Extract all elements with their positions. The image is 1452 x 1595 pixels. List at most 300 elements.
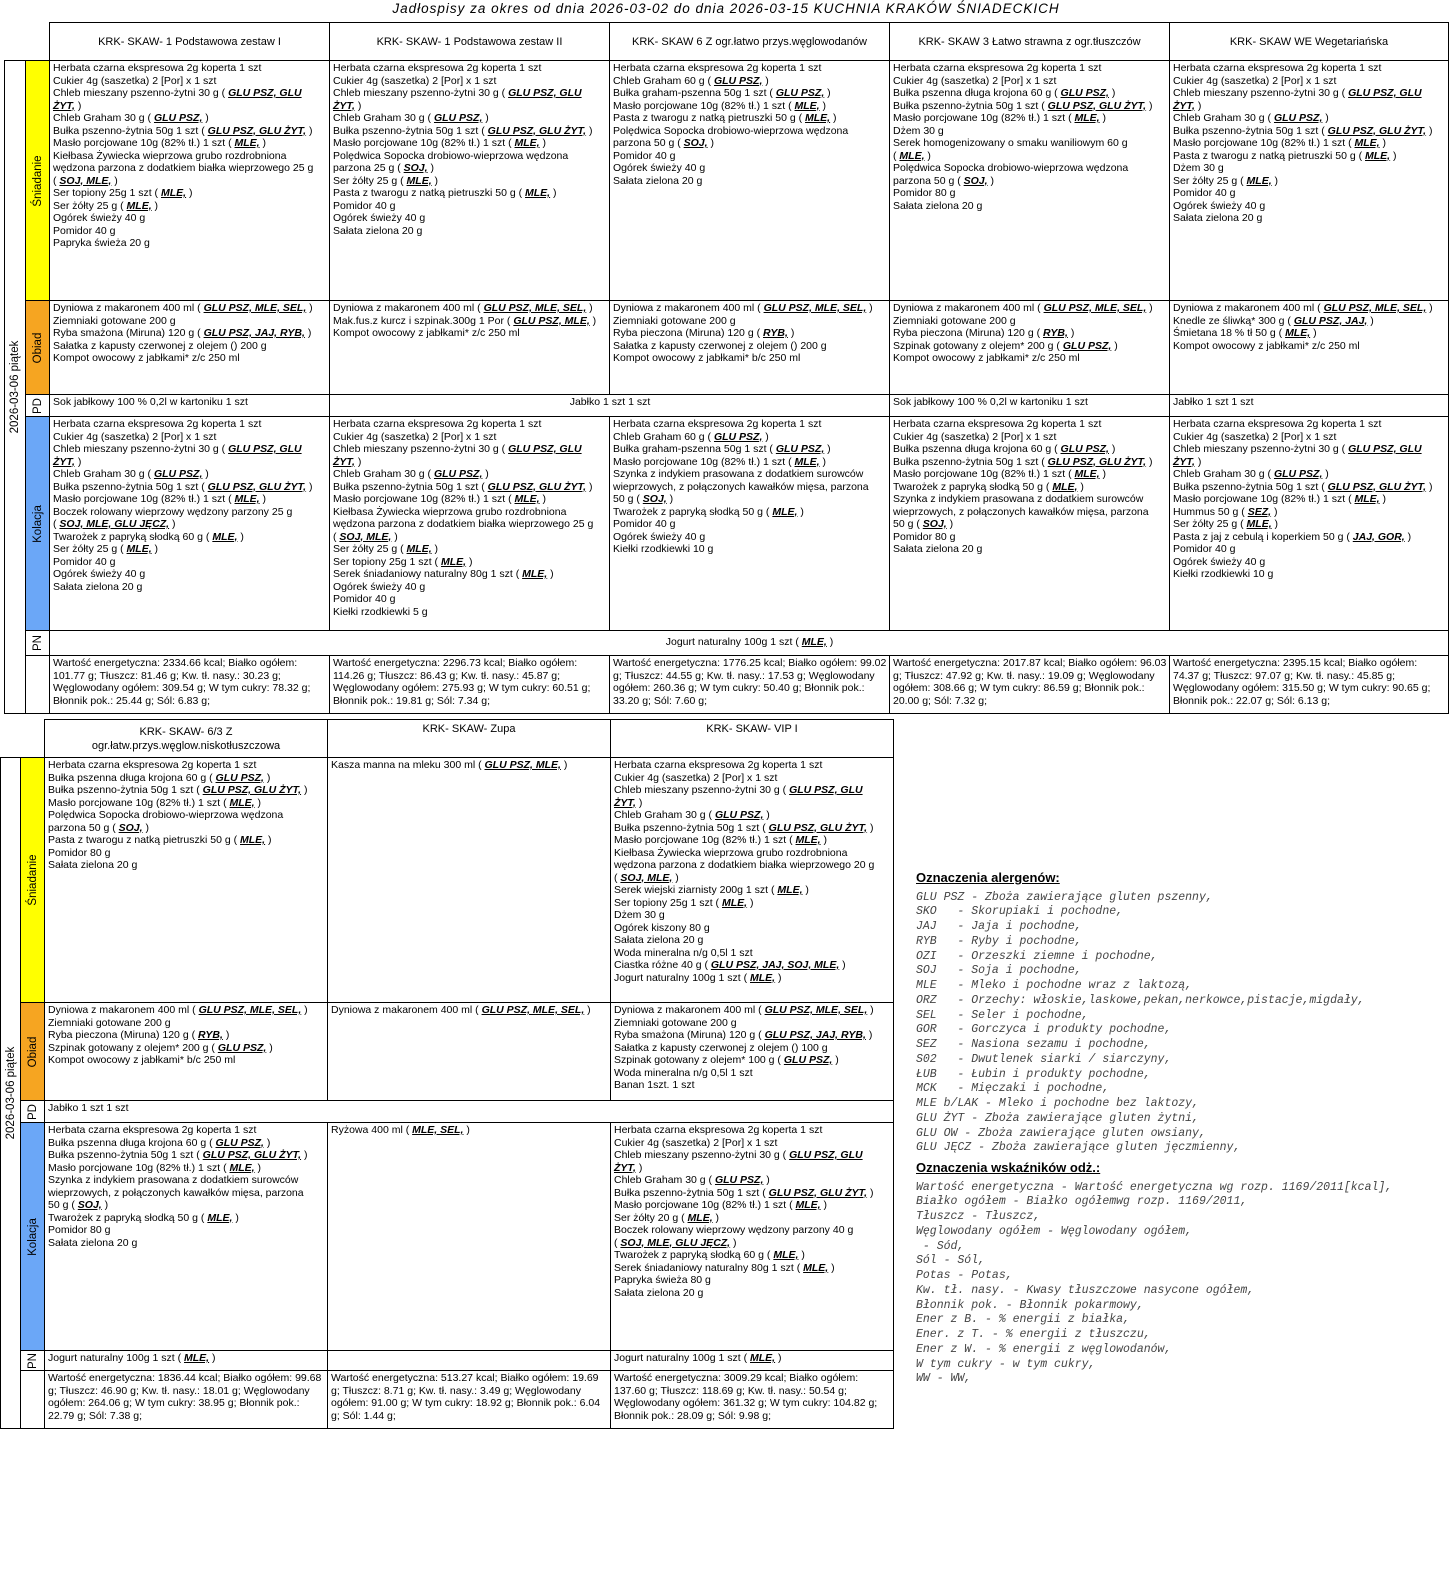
nutrition-cell: Wartość energetyczna: 2296.73 kcal; Białko ogółem: 114.26 g; Tłuszcz: 86.43 g; Kw. tł. nasy.: 45.87 g; Węglowodany ogółem: 275.93 g; W tym cukry: 60.51 g; Błonnik pok.: 19.81 g; Sól: 7.34 g;	[333, 657, 591, 707]
diet-header: KRK- SKAW WE Wegetariańska	[1170, 23, 1449, 61]
allergen-code: ŻYT,	[333, 99, 355, 112]
allergen-code: ŻYT,	[1173, 99, 1195, 112]
menu-line: Herbata czarna ekspresowa 2g koperta 1 szt	[333, 62, 542, 74]
menu-cell	[330, 395, 889, 409]
menu-line: wędzona parzona z dodatkiem białka wieprzowego 20 g	[614, 859, 875, 871]
menu-line: Pomidor 40 g	[53, 555, 116, 568]
menu-line: ŻYT, )	[1173, 455, 1202, 468]
menu-line: Sałata zielona 20 g	[893, 199, 983, 212]
nutrition-cell: Wartość energetyczna: 3009.29 kcal; Białko ogółem: 137.60 g; Tłuszcz: 118.69 g; Kw. tł. nasy.: 50.54 g; Węglowodany ogółem: 361.32 g; W tym cukry: 104.82 g; Błonnik pok.: 28.09 g; Sól: 9.98 g;	[614, 1372, 878, 1422]
menu-line: Dyniowa z makaronem 400 ml ( GLU PSZ, MLE, SEL, )	[1173, 302, 1433, 314]
menu-line: Szynka z indykiem prasowana z dodatkiem surowców	[893, 493, 1144, 505]
meal-label-pn: PN	[26, 631, 50, 656]
menu-line: ŻYT, )	[53, 455, 82, 468]
legend-line: Ener z W. - % energii z węglowodanów,	[916, 1342, 1172, 1356]
legend-line: Białko ogółem - Białko ogółemwg rozp. 1169/2011,	[916, 1195, 1248, 1209]
menu-line: Sałata zielona 20 g	[48, 1236, 138, 1249]
allergen-code: GLU PSZ, GLU ŻYT,	[1327, 480, 1427, 493]
diet-header: KRK- SKAW- VIP I	[611, 720, 894, 758]
nutrition-cell: Wartość energetyczna: 2017.87 kcal; Białko ogółem: 96.03 g; Tłuszcz: 47.92 g; Kw. tł. nasy.: 19.09 g; Węglowodany ogółem: 308.66 g; W tym cukry: 86.59 g; Błonnik pok.: 20.00 g; Sól: 7.32 g;	[893, 657, 1167, 707]
menu-line: Jogurt naturalny 100g 1 szt ( MLE, )	[665, 636, 834, 648]
allergen-code: MLE,	[522, 568, 548, 580]
allergen-code: GLU PSZ,	[783, 1054, 833, 1066]
menu-line: parzona 50 g ( SOJ, )	[48, 821, 149, 834]
menu-line: Serek śniadaniowy naturalny 80g 1 szt ( MLE, )	[333, 568, 554, 580]
allergen-code: MLE,	[773, 1249, 799, 1261]
menu-line: Masło porcjowane 10g (82% tł.) 1 szt ( MLE, )	[48, 1161, 262, 1174]
allergens-list	[916, 891, 1446, 1157]
menu-line: Dyniowa z makaronem 400 ml ( GLU PSZ, MLE, SEL, )	[614, 1004, 874, 1016]
menu-line: Ser żółty 25 g ( MLE, )	[53, 199, 159, 212]
legend-line: Potas - Potas,	[916, 1269, 1013, 1282]
allergen-code: SOJ,	[963, 174, 988, 187]
menu-line: Sałata zielona 20 g	[48, 859, 138, 871]
allergen-code: GLU PSZ, GLU	[1348, 87, 1422, 99]
menu-line: Sałatka z kapusty czerwonej z olejem () 100 g	[614, 1041, 828, 1054]
allergen-code: GLU PSZ, MLE, SEL,	[1043, 302, 1147, 314]
menu-cell	[50, 417, 329, 593]
legend-line: Tłuszcz - Tłuszcz,	[916, 1210, 1041, 1223]
menu-line: Twarożek z papryką słodką 60 g ( MLE, )	[614, 1249, 805, 1261]
allergen-code: MLE,	[750, 971, 776, 984]
allergen-code: GLU PSZ,	[217, 1041, 267, 1054]
menu-line: Ser topiony 25g 1 szt ( MLE, )	[614, 896, 754, 909]
allergen-code: SOJ, MLE,	[620, 871, 673, 884]
menu-line: Ziemniaki gotowane 200 g	[613, 314, 736, 327]
allergen-code: MLE,	[126, 199, 152, 212]
menu-line: Serek homogenizowany o smaku waniliowym 60 g	[893, 137, 1128, 149]
allergen-code: GLU PSZ, GLU ŻYT,	[768, 1186, 868, 1199]
legend-line: Węglowodany ogółem - Węglowodany ogółem,	[916, 1224, 1193, 1238]
menu-line: Pasta z twarogu z natką pietruszki 50 g ( MLE, )	[48, 834, 272, 846]
allergen-code: ŻYT,	[333, 455, 355, 468]
menu-cell	[610, 417, 889, 556]
allergen-code: GLU PSZ, JAJ,	[1293, 314, 1368, 327]
menu-line: Chleb Graham 60 g ( GLU PSZ, )	[613, 74, 769, 87]
menu-cell	[611, 1123, 893, 1299]
allergen-code: SOJ,	[77, 1199, 102, 1211]
allergen-code: MLE,	[687, 1211, 713, 1224]
menu-line: Ryba smażona (Miruna) 120 g ( GLU PSZ, JAJ, RYB, )	[53, 327, 312, 339]
allergen-code: GLU PSZ, GLU	[789, 784, 863, 796]
menu-line: Knedle ze śliwką* 300 g ( GLU PSZ, JAJ, )	[1173, 314, 1374, 327]
allergen-code: MLE,	[212, 530, 238, 543]
allergen-code: ŻYT,	[614, 1161, 636, 1174]
menu-line: ŻYT, )	[614, 1161, 643, 1174]
menu-line: Bułka pszenno-żytnia 50g 1 szt ( GLU PSZ, GLU ŻYT, )	[893, 99, 1153, 112]
allergen-code: GLU PSZ, GLU	[508, 443, 582, 455]
menu-line: Sałata zielona 20 g	[893, 543, 983, 555]
menu-line: Boczek rolowany wieprzowy wędzony parzony 40 g	[614, 1224, 854, 1236]
menu-line: Ciastka różne 40 g ( GLU PSZ, JAJ, SOJ, MLE, )	[614, 959, 846, 971]
allergen-code: GLU PSZ, GLU ŻYT,	[1327, 124, 1427, 137]
menu-cell	[328, 1123, 610, 1137]
allergen-code: GLU PSZ,	[215, 1136, 264, 1149]
menu-line: ( SOJ, MLE, GLU JĘCZ, )	[614, 1236, 737, 1249]
allergen-code: MLE,	[1074, 112, 1100, 124]
allergen-code: MLE,	[899, 149, 925, 162]
menu-cell	[50, 301, 329, 365]
allergen-code: SEZ,	[1247, 505, 1272, 518]
allergen-code: GLU PSZ, MLE, SEL,	[481, 1004, 585, 1016]
menu-line: Ser żółty 20 g ( MLE, )	[614, 1211, 720, 1224]
menu-line: Sałata zielona 20 g	[613, 174, 703, 187]
allergen-code: ŻYT,	[53, 99, 75, 112]
menu-cell	[1170, 301, 1448, 352]
menu-line: Herbata czarna ekspresowa 2g koperta 1 szt	[53, 62, 262, 74]
menu-line: Szynka z indykiem prasowana z dodatkiem surowców	[613, 468, 864, 480]
legend-line: GOR - Gorczyca i produkty pochodne,	[916, 1023, 1172, 1037]
menu-line: Ziemniaki gotowane 200 g	[893, 314, 1016, 327]
menu-cell	[328, 1003, 610, 1017]
menu-line: Masło porcjowane 10g (82% tł.) 1 szt ( MLE, )	[53, 493, 267, 505]
meal-label-obiad: Obiad	[21, 1003, 45, 1101]
menu-line: Kompot owocowy z jabłkami* z/c 250 ml	[1173, 339, 1360, 352]
menu-line: Chleb mieszany pszenno-żytni 30 g ( GLU PSZ, GLU	[1173, 443, 1422, 455]
allergen-code: MLE,	[229, 1161, 255, 1174]
menu-line: Herbata czarna ekspresowa 2g koperta 1 szt	[1173, 418, 1382, 430]
day-label: 2026-03-06 piątek	[4, 1046, 17, 1140]
allergen-code: GLU PSZ,	[1273, 112, 1323, 124]
menu-line: Śmietana 18 % tł 50 g ( MLE, )	[1173, 327, 1317, 339]
menu-line: Sałata zielona 20 g	[614, 1286, 704, 1299]
menu-line: Serek śniadaniowy naturalny 80g 1 szt ( MLE, )	[614, 1261, 835, 1274]
menu-line: Jogurt naturalny 100g 1 szt ( MLE, )	[614, 1352, 782, 1364]
menu-line: Jabłko 1 szt 1 szt	[48, 1102, 129, 1114]
menu-line: Twarożek z papryką słodką 50 g ( MLE, )	[893, 480, 1084, 493]
menu-line: Szpinak gotowany z olejem* 100 g ( GLU PSZ, )	[614, 1054, 839, 1066]
allergen-code: MLE,	[721, 896, 748, 909]
day-label: 2026-03-06 piątek	[8, 340, 21, 434]
legend-line: Ener. z T. - % energii z tłuszczu,	[916, 1328, 1151, 1341]
nutrition-cell: Wartość energetyczna: 513.27 kcal; Białko ogółem: 19.69 g; Tłuszcz: 8.71 g; Kw. tł. nasy.: 3.49 g; Węglowodany ogółem: 91.00 g; W tym cukry: 18.92 g; Błonnik pok.: 6.04 g; Sól: 1.44 g;	[331, 1372, 601, 1422]
allergen-code: GLU PSZ, GLU ŻYT,	[202, 1149, 302, 1161]
allergen-code: MLE,	[803, 1261, 829, 1274]
menu-line: Sok jabłkowy 100 % 0,2l w kartoniku 1 szt	[893, 396, 1088, 408]
allergen-code: GLU PSZ, GLU ŻYT,	[207, 480, 307, 493]
menu-line: Sałatka z kapusty czerwonej z olejem () 200 g	[53, 339, 267, 352]
menu-line: Bułka pszenna długa krojona 60 g ( GLU PSZ, )	[48, 771, 271, 784]
allergen-code: MLE,	[126, 543, 152, 555]
menu-line: Ziemniaki gotowane 200 g	[48, 1016, 171, 1029]
menu-cell	[330, 61, 609, 237]
allergen-code: GLU PSZ, GLU	[228, 87, 302, 99]
menu-table-1	[4, 22, 1449, 714]
menu-line: Bułka graham-pszenna 50g 1 szt ( GLU PSZ, )	[613, 443, 831, 455]
meal-label-sniadanie: Śniadanie	[26, 61, 50, 301]
menu-line: parzona 50 g ( SOJ, )	[613, 137, 714, 149]
menu-line: ( SOJ, MLE, )	[333, 530, 398, 543]
allergen-code: GLU PSZ,	[714, 1174, 764, 1186]
legend-line: GLU JĘCZ - Zboża zawierające gluten jęczmienny,	[916, 1141, 1241, 1155]
menu-line: Cukier 4g (saszetka) 2 [Por] x 1 szt	[333, 74, 497, 87]
allergen-code: MLE,	[240, 834, 266, 846]
legend-line: WW - WW,	[916, 1372, 972, 1386]
menu-line: Masło porcjowane 10g (82% tł.) 1 szt ( MLE, )	[333, 493, 547, 505]
menu-line: ( SOJ, MLE, )	[614, 871, 679, 884]
meal-label-obiad: Obiad	[26, 301, 50, 395]
menu-line: Twarożek z papryką słodką 50 g ( MLE, )	[613, 505, 804, 518]
menu-line: Bułka pszenno-żytnia 50g 1 szt ( GLU PSZ, GLU ŻYT, )	[614, 821, 874, 834]
menu-line: Cukier 4g (saszetka) 2 [Por] x 1 szt	[893, 430, 1057, 443]
menu-line: Dżem 30 g	[1173, 162, 1224, 174]
menu-cell	[45, 1123, 327, 1249]
menu-line: Cukier 4g (saszetka) 2 [Por] x 1 szt	[1173, 74, 1337, 87]
allergen-code: GLU PSZ, GLU ŻYT,	[487, 124, 587, 137]
menu-line: Ryżowa 400 ml ( MLE, SEL, )	[331, 1124, 470, 1136]
menu-line: Ogórek świeży 40 g	[53, 568, 146, 580]
allergen-code: GLU PSZ, MLE, SEL,	[1323, 302, 1427, 314]
allergen-code: MLE,	[1246, 174, 1272, 187]
menu-line: Masło porcjowane 10g (82% tł.) 1 szt ( MLE, )	[614, 1199, 828, 1211]
allergen-code: MLE,	[406, 543, 432, 555]
menu-line: ŻYT, )	[614, 796, 643, 809]
menu-line: Chleb mieszany pszenno-żytni 30 g ( GLU PSZ, GLU	[53, 87, 302, 99]
menu-line: Bułka pszenno-żytnia 50g 1 szt ( GLU PSZ, GLU ŻYT, )	[53, 124, 313, 137]
allergen-code: GLU PSZ, GLU ŻYT,	[202, 784, 302, 796]
menu-line: Ser żółty 25 g ( MLE, )	[1173, 174, 1279, 187]
allergen-code: MLE,	[1052, 480, 1078, 493]
legend-line: W tym cukry - w tym cukry,	[916, 1357, 1096, 1371]
menu-line: wieprzowych, z połączonych kawałków mięsa, parzona	[48, 1186, 304, 1199]
allergen-code: JAJ, GOR,	[1352, 530, 1405, 543]
menu-line: Cukier 4g (saszetka) 2 [Por] x 1 szt	[614, 1136, 778, 1149]
legend-line: S02 - Dwutlenek siarki / siarczyny,	[916, 1052, 1172, 1066]
menu-cell	[330, 417, 609, 618]
diet-header: KRK- SKAW 6 Z ogr.łatwo przys.węglowodanów	[610, 23, 890, 61]
menu-line: Ziemniaki gotowane 200 g	[53, 314, 176, 327]
menu-line: Ryba pieczona (Miruna) 120 g ( RYB, )	[613, 327, 795, 339]
legend	[916, 872, 1446, 1387]
legend-line: MCK - Mięczaki i pochodne,	[916, 1082, 1110, 1096]
menu-line: Ziemniaki gotowane 200 g	[614, 1016, 737, 1029]
nutrition-cell: Wartość energetyczna: 1776.25 kcal; Białko ogółem: 99.02 g; Tłuszcz: 44.55 g; Kw. tł. nasy.: 17.53 g; Węglowodany ogółem: 260.36 g; W tym cukry: 50.40 g; Błonnik pok.: 33.20 g; Sól: 7.60 g;	[613, 657, 887, 707]
menu-line: Kompot owocowy z jabłkami* z/c 250 ml	[893, 352, 1080, 364]
menu-line: Masło porcjowane 10g (82% tł.) 1 szt ( MLE, )	[333, 137, 547, 149]
menu-line: Woda mineralna n/g 0,5l 1 szt	[614, 1066, 753, 1079]
menu-cell	[611, 1003, 893, 1092]
allergen-code: GLU PSZ, JAJ, RYB,	[203, 327, 305, 339]
allergen-code: GLU PSZ, GLU	[228, 443, 302, 455]
menu-line: Kompot owocowy z jabłkami* b/c 250 ml	[48, 1054, 236, 1066]
meal-label-kolacja: Kolacja	[21, 1123, 45, 1351]
nutrition-cell: Wartość energetyczna: 1836.44 kcal; Białko ogółem: 99.68 g; Tłuszcz: 46.90 g; Kw. tł. nasy.: 18.01 g; Węglowodany ogółem: 264.06 g; W tym cukry: 38.95 g; Błonnik pok.: 22.79 g; Sól: 7.38 g;	[48, 1372, 322, 1422]
allergen-code: GLU PSZ,	[153, 468, 203, 480]
menu-cell	[611, 758, 893, 984]
day-cell	[1, 758, 21, 1429]
menu-cell	[45, 1003, 327, 1067]
menu-line: Polędwica Sopocka drobiowo-wieprzowa wędzona	[613, 124, 849, 137]
menu-line: Dyniowa z makaronem 400 ml ( GLU PSZ, MLE, SEL, )	[613, 302, 873, 314]
menu-line: Pomidor 80 g	[893, 530, 956, 543]
menu-line: Banan 1szt. 1 szt	[614, 1079, 695, 1091]
allergen-code: GLU PSZ, GLU ŻYT,	[207, 124, 307, 137]
menu-line: Masło porcjowane 10g (82% tł.) 1 szt ( MLE, )	[893, 468, 1107, 480]
legend-line: Błonnik pok. - Błonnik pokarmowy,	[916, 1298, 1144, 1312]
meal-label-kolacja: Kolacja	[26, 417, 50, 631]
allergen-code: SOJ, MLE,	[339, 530, 392, 543]
menu-line: Kiełki rzodkiewki 10 g	[613, 543, 714, 555]
menu-line: Cukier 4g (saszetka) 2 [Por] x 1 szt	[333, 430, 497, 443]
menu-cell	[610, 61, 889, 187]
meal-label-pd: PD	[26, 395, 50, 417]
allergen-code: GLU PSZ, JAJ, RYB,	[764, 1029, 866, 1041]
menu-line: Sałata zielona 20 g	[333, 224, 423, 237]
menu-line: Cukier 4g (saszetka) 2 [Por] x 1 szt	[53, 430, 217, 443]
allergen-code: MLE,	[406, 174, 432, 187]
menu-line: Dyniowa z makaronem 400 ml ( GLU PSZ, MLE, SEL, )	[333, 302, 593, 314]
legend-line: Sól - Sól,	[916, 1254, 986, 1268]
menu-line: Cukier 4g (saszetka) 2 [Por] x 1 szt	[1173, 430, 1337, 443]
menu-cell	[45, 1101, 893, 1115]
menu-line: Kiełki rzodkiewki 5 g	[333, 605, 428, 618]
menu-line: Masło porcjowane 10g (82% tł.) 1 szt ( MLE, )	[614, 834, 828, 846]
menu-line: Mak.fus.z kurcz i szpinak.300g 1 Por ( GLU PSZ, MLE, )	[333, 314, 597, 327]
allergen-code: GLU PSZ,	[215, 771, 264, 784]
legend-line: - Sód,	[916, 1239, 965, 1253]
menu-line: Chleb mieszany pszenno-żytni 30 g ( GLU PSZ, GLU	[53, 443, 302, 455]
allergen-code: MLE,	[1354, 493, 1380, 505]
menu-line: ŻYT, )	[333, 99, 362, 112]
menu-line: Ser topiony 25g 1 szt ( MLE, )	[333, 555, 473, 568]
allergen-code: GLU PSZ, GLU	[1348, 443, 1422, 455]
allergen-code: GLU PSZ,	[153, 112, 203, 124]
allergen-code: ŻYT,	[53, 455, 75, 468]
menu-line: Chleb mieszany pszenno-żytni 30 g ( GLU PSZ, GLU	[333, 87, 582, 99]
menu-cell	[50, 61, 329, 250]
legend-line: MLE - Mleko i pochodne wraz z laktozą,	[916, 979, 1193, 992]
diet-header: KRK- SKAW- Zupa	[328, 720, 611, 758]
menu-line: Dżem 30 g	[893, 124, 944, 137]
menu-line: Herbata czarna ekspresowa 2g koperta 1 szt	[48, 1124, 257, 1136]
allergen-code: MLE,	[229, 796, 255, 809]
allergen-code: MLE,	[1354, 137, 1380, 149]
menu-line: Ryba pieczona (Miruna) 120 g ( RYB, )	[48, 1029, 230, 1041]
allergen-code: GLU PSZ,	[433, 468, 483, 480]
nutrition-cell: Wartość energetyczna: 2395.15 kcal; Białko ogółem: 74.37 g; Tłuszcz: 97.07 g; Kw. tł. nasy.: 45.85 g; Węglowodany ogółem: 315.50 g; W tym cukry: 90.65 g; Błonnik pok.: 22.07 g; Sól: 6.13 g;	[1173, 657, 1431, 707]
menu-line: Ogórek świeży 40 g	[53, 212, 146, 224]
menu-line: Twarożek z papryką słodką 60 g ( MLE, )	[53, 530, 244, 543]
allergen-code: SOJ,	[683, 137, 708, 149]
menu-line: Dyniowa z makaronem 400 ml ( GLU PSZ, MLE, SEL, )	[48, 1004, 308, 1016]
page-title: Jadłospisy za okres od dnia 2026-03-02 do dnia 2026-03-15 KUCHNIA KRAKÓW ŚNIADECKICH	[392, 1, 1060, 16]
menu-line: Pomidor 40 g	[1173, 187, 1236, 199]
allergen-code: MLE,	[440, 555, 467, 568]
menu-line: Ser topiony 25g 1 szt ( MLE, )	[53, 187, 193, 199]
allergen-code: GLU PSZ,	[775, 443, 825, 455]
menu-line: Bułka pszenno-żytnia 50g 1 szt ( GLU PSZ, GLU ŻYT, )	[893, 455, 1153, 468]
allergen-code: MLE,	[772, 505, 798, 518]
allergen-code: GLU PSZ,	[714, 809, 764, 821]
allergen-code: RYB,	[198, 1029, 223, 1041]
menu-line: Jogurt naturalny 100g 1 szt ( MLE, )	[614, 971, 782, 984]
menu-line: Pomidor 40 g	[1173, 543, 1236, 555]
menu-line: Chleb Graham 30 g ( GLU PSZ, )	[614, 1174, 770, 1186]
menu-line: Bułka pszenno-żytnia 50g 1 szt ( GLU PSZ, GLU ŻYT, )	[48, 1149, 308, 1161]
allergen-code: GLU PSZ, MLE, SEL,	[203, 302, 307, 314]
menu-line: parzona 50 g ( SOJ, )	[893, 174, 994, 187]
allergen-code: MLE,	[794, 99, 820, 112]
allergen-code: SOJ, MLE, GLU JĘCZ,	[59, 518, 170, 530]
allergen-code: MLE,	[207, 1211, 233, 1224]
allergen-code: GLU PSZ, GLU ŻYT,	[487, 480, 587, 493]
menu-line: Kiełbasa Żywiecka wieprzowa grubo rozdrobniona	[333, 505, 567, 518]
menu-cell	[611, 1351, 893, 1365]
legend-line: SOJ - Soja i pochodne,	[916, 964, 1082, 978]
menu-line: Masło porcjowane 10g (82% tł.) 1 szt ( MLE, )	[53, 137, 267, 149]
allergen-code: MLE,	[795, 834, 821, 846]
menu-line: Woda mineralna n/g 0,5l 1 szt	[614, 946, 753, 959]
menu-line: Chleb Graham 30 g ( GLU PSZ, )	[53, 468, 209, 480]
menu-line: Herbata czarna ekspresowa 2g koperta 1 szt	[1173, 62, 1382, 74]
allergen-code: MLE, SEL,	[412, 1124, 464, 1136]
legend-line: RYB - Ryby i pochodne,	[916, 934, 1082, 948]
menu-line: Ogórek świeży 40 g	[1173, 199, 1266, 212]
menu-line: Pomidor 80 g	[48, 846, 111, 859]
menu-cell	[890, 417, 1169, 556]
allergen-code: GLU PSZ,	[1273, 468, 1323, 480]
menu-line: Chleb Graham 30 g ( GLU PSZ, )	[53, 112, 209, 124]
menu-line: Szynka z indykiem prasowana z dodatkiem surowców	[48, 1174, 299, 1186]
menu-line: Ogórek świeży 40 g	[613, 530, 706, 543]
menu-line: Cukier 4g (saszetka) 2 [Por] x 1 szt	[53, 74, 217, 87]
menu-cell	[1170, 395, 1448, 409]
menu-line: Chleb mieszany pszenno-żytni 30 g ( GLU PSZ, GLU	[333, 443, 582, 455]
menu-line: Sałatka z kapusty czerwonej z olejem () 200 g	[613, 339, 827, 352]
menu-line: Ryba pieczona (Miruna) 120 g ( RYB, )	[893, 327, 1075, 339]
menu-line: Kiełbasa Żywiecka wieprzowa grubo rozdrobniona	[614, 846, 848, 859]
allergen-code: MLE,	[794, 455, 820, 468]
menu-line: Ogórek świeży 40 g	[613, 162, 706, 174]
menu-line: Bułka pszenno-żytnia 50g 1 szt ( GLU PSZ, GLU ŻYT, )	[333, 124, 593, 137]
allergen-code: GLU PSZ, MLE,	[484, 759, 561, 771]
menu-line: Kasza manna na mleku 300 ml ( GLU PSZ, MLE, )	[331, 759, 568, 771]
menu-line: Sałata zielona 20 g	[1173, 212, 1263, 224]
menu-line: wędzona parzona z dodatkiem białka wieprzowego 25 g	[53, 162, 314, 174]
nutrition-cell: Wartość energetyczna: 2334.66 kcal; Białko ogółem: 101.77 g; Tłuszcz: 81.46 g; Kw. tł. nasy.: 30.23 g; Węglowodany ogółem: 309.54 g; W tym cukry: 78.32 g; Błonnik pok.: 25.44 g; Sól: 6.83 g;	[53, 657, 311, 707]
menu-line: Bułka pszenna długa krojona 60 g ( GLU PSZ, )	[893, 87, 1116, 99]
menu-line: Ogórek świeży 40 g	[1173, 555, 1266, 568]
allergen-code: SOJ, MLE,	[59, 174, 112, 187]
menu-line: Herbata czarna ekspresowa 2g koperta 1 szt	[893, 62, 1102, 74]
menu-line: Herbata czarna ekspresowa 2g koperta 1 szt	[614, 1124, 823, 1136]
menu-line: Kompot owocowy z jabłkami* b/c 250 ml	[613, 352, 801, 364]
menu-line: ŻYT, )	[53, 99, 82, 112]
menu-cell	[328, 758, 610, 772]
menu-line: ŻYT, )	[1173, 99, 1202, 112]
menu-line: Masło porcjowane 10g (82% tł.) 1 szt ( MLE, )	[613, 99, 827, 112]
menu-line: Hummus 50 g ( SEZ, )	[1173, 505, 1278, 518]
menu-line: Bułka graham-pszenna 50g 1 szt ( GLU PSZ, )	[613, 87, 831, 99]
menu-line: ( SOJ, MLE, )	[53, 174, 118, 187]
menu-line: Kompot owocowy z jabłkami* z/c 250 ml	[53, 352, 240, 364]
allergen-code: MLE,	[1074, 468, 1100, 480]
allergen-code: SOJ, MLE, GLU JĘCZ,	[620, 1236, 731, 1249]
menu-line: Chleb Graham 60 g ( GLU PSZ, )	[613, 430, 769, 443]
menu-line: wędzona parzona z dodatkiem białka wieprzowego 25 g	[333, 518, 594, 530]
menu-line: Polędwica Sopocka drobiowo-wieprzowa wędzona	[893, 162, 1129, 174]
menu-cell	[890, 395, 1169, 409]
allergen-code: MLE,	[234, 493, 260, 505]
menu-line: Kompot owocowy z jabłkami* z/c 250 ml	[333, 327, 520, 339]
legend-line: SKO - Skorupiaki i pochodne,	[916, 905, 1124, 919]
allergen-code: MLE,	[1246, 518, 1272, 530]
legend-line: GLU ŻYT - Zboża zawierające gluten żytni,	[916, 1111, 1199, 1125]
menu-line: parzona 25 g ( SOJ, )	[333, 162, 434, 174]
legend-line: GLU OW - Zboża zawierające gluten owsiany,	[916, 1126, 1206, 1140]
allergen-code: GLU PSZ,	[713, 430, 763, 443]
menu-line: ( MLE, )	[893, 149, 931, 162]
